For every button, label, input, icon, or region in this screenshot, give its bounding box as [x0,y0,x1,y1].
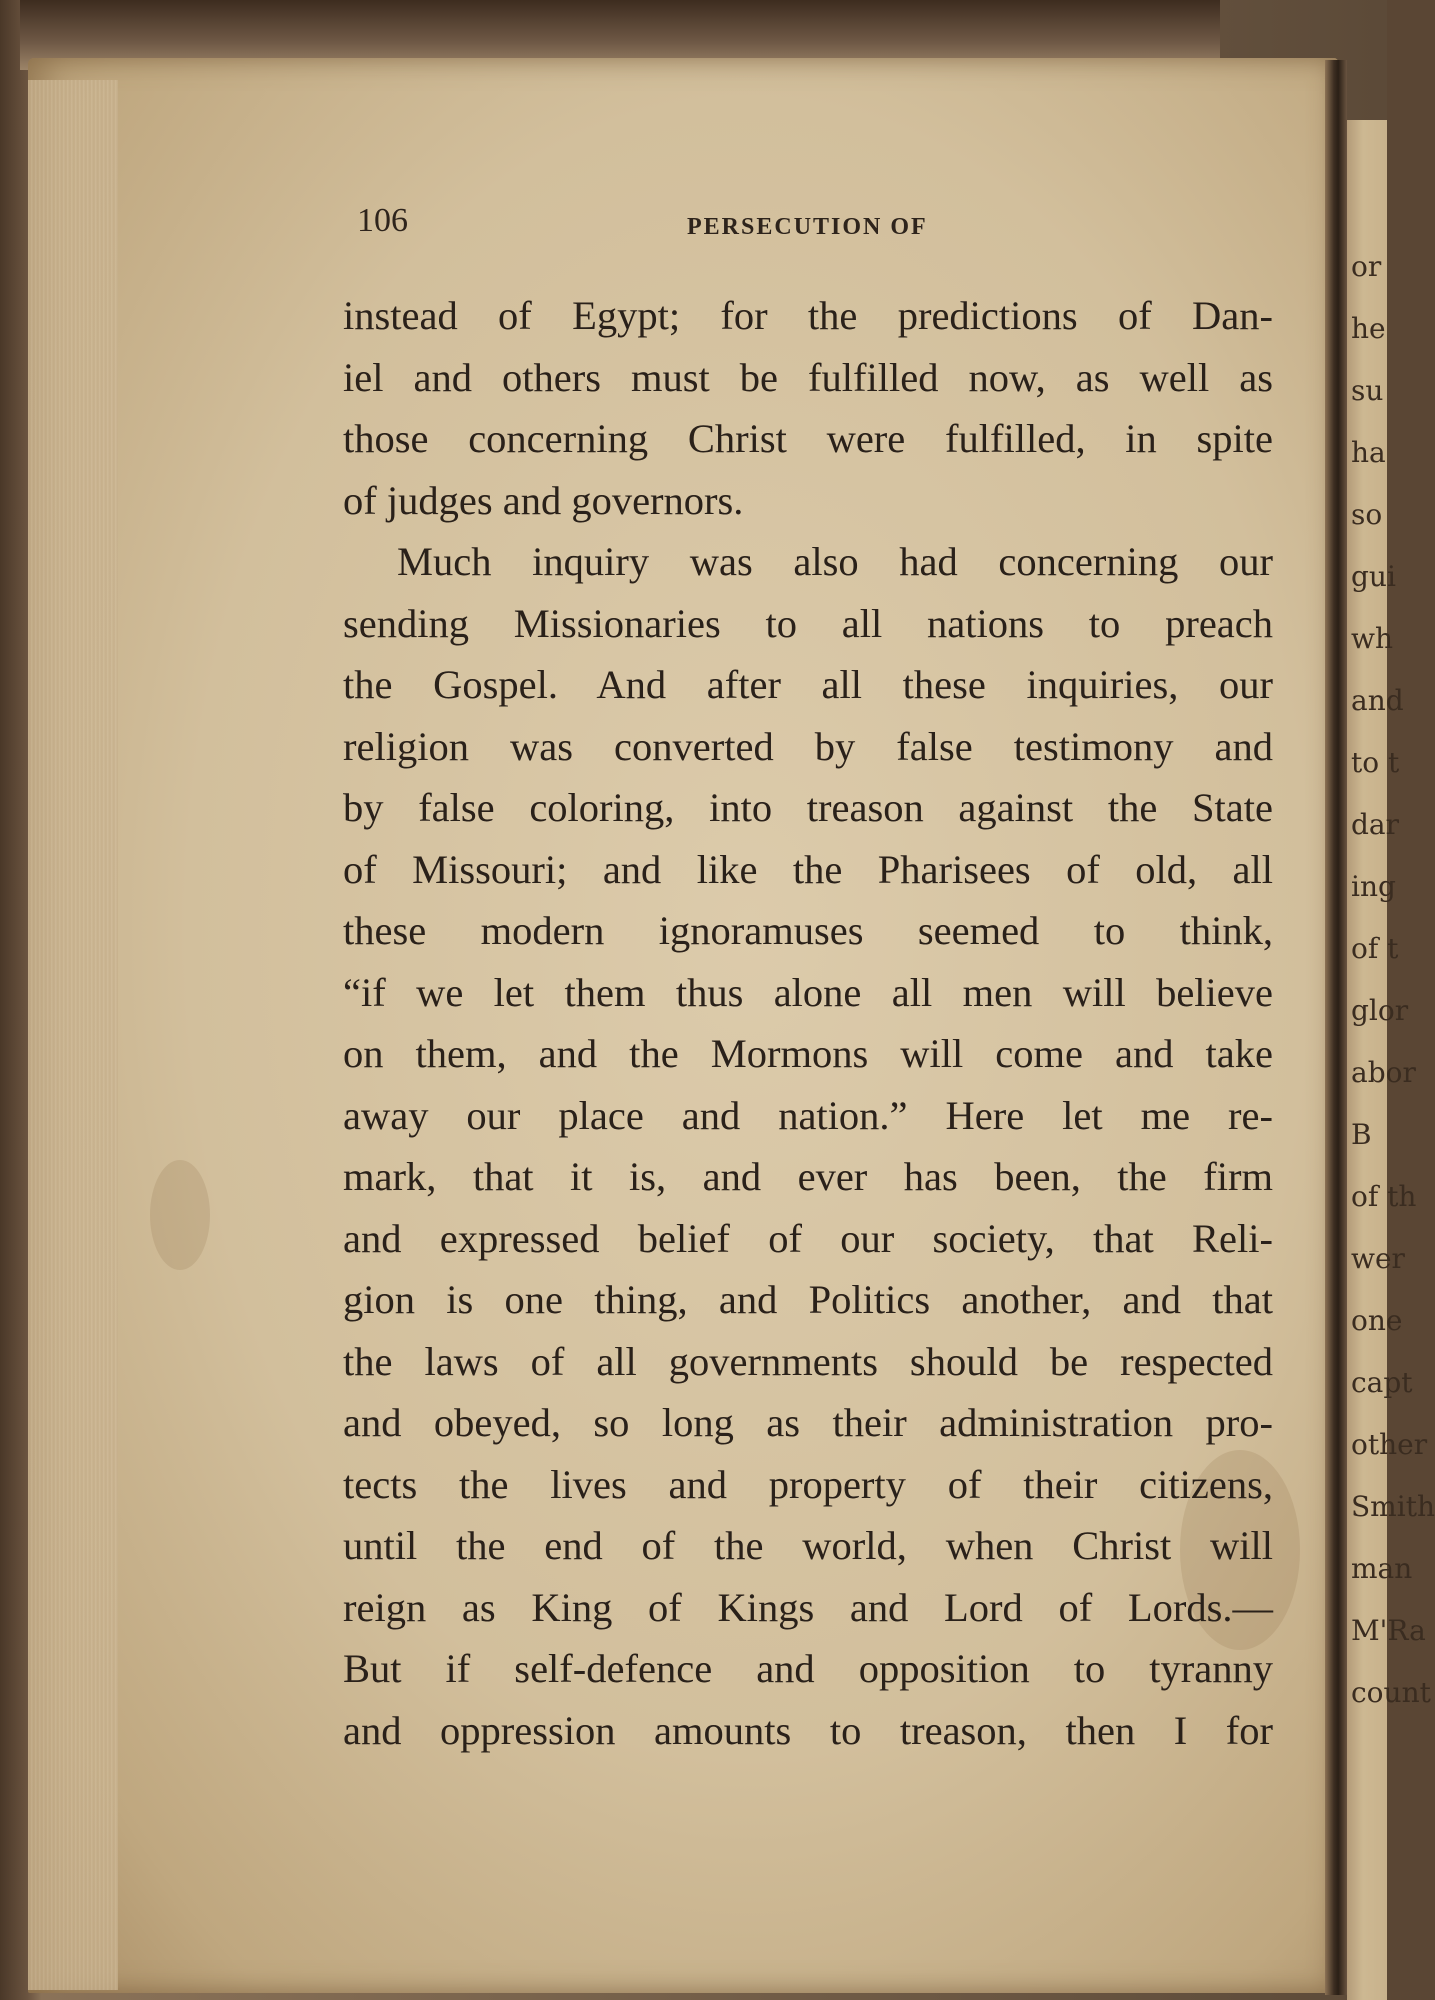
text-line: and expressed belief of our society, that Reli- [343,1215,1273,1261]
text-line: mark, that it is, and ever has been, the firm [343,1154,1273,1199]
facing-page-word: dar [1351,808,1400,841]
text-line: these modern ignoramuses seemed to think, [343,908,1273,953]
facing-page-word: gui [1351,560,1396,593]
text-line: reign as King of Kings and Lord of Lords.— [343,1584,1273,1630]
text-line: and oppression amounts to treason, then I for [343,1707,1273,1753]
facing-page-word: capt [1351,1366,1413,1399]
text-line: iel and others must be fulfilled now, as well as [343,354,1273,400]
text-line: tects the lives and property of their citizens, [343,1461,1273,1507]
facing-page-word: ing [1351,870,1396,903]
facing-page-word: su [1351,374,1384,407]
facing-page-word: one [1351,1304,1403,1337]
facing-page-word: wer [1351,1242,1405,1275]
book-gutter [1325,60,1347,1995]
facing-page-word: wh [1351,622,1393,655]
body-text [343,285,1273,1761]
facing-page-fragment [1347,120,1435,2000]
text-line: by false coloring, into treason against the State [343,785,1273,830]
facing-page-word: of th [1351,1180,1417,1213]
text-line: gion is one thing, and Politics another, and that [343,1277,1273,1322]
page-number: 106 [357,202,408,239]
text-line: “if we let them thus alone all men will believe [343,969,1273,1015]
text-line: religion was converted by false testimony and [343,723,1273,769]
text-line: But if self-defence and opposition to tyranny [343,1646,1273,1691]
text-line: the Gospel. And after all these inquiries, our [343,662,1273,707]
text-line: Much inquiry was also had concerning our [397,539,1273,584]
facing-page-word: abor [1351,1056,1416,1089]
facing-page-word: or [1351,250,1382,283]
text-line: instead of Egypt; for the predictions of Dan- [343,293,1273,338]
text-line: sending Missionaries to all nations to preach [343,600,1273,646]
facing-page-word: other [1351,1428,1428,1461]
text-line: and obeyed, so long as their administration pro- [343,1400,1273,1445]
running-head: PERSECUTION OF [687,214,928,240]
page-stain [150,1160,210,1270]
facing-page-word: he [1351,312,1386,345]
facing-page-word: and [1351,684,1404,717]
text-line: until the end of the world, when Christ will [343,1523,1273,1568]
facing-page-word: Smith [1351,1490,1435,1523]
facing-page-word: to t [1351,746,1400,779]
text-line: of Missouri; and like the Pharisees of old, all [343,846,1273,892]
text-line: away our place and nation.” Here let me re- [343,1092,1273,1138]
text-line: those concerning Christ were fulfilled, in spite [343,416,1273,461]
facing-page-word: B [1351,1118,1372,1151]
facing-page-word: man [1351,1552,1413,1585]
page-stack-edge [28,80,118,1990]
text-line: the laws of all governments should be respected [343,1338,1273,1384]
page-header [357,202,957,246]
facing-page-word: of t [1351,932,1399,965]
text-line: on them, and the Mormons will come and take [343,1031,1273,1076]
facing-page-word: so [1351,498,1383,531]
facing-page-word: M'Ra [1351,1614,1426,1647]
text-line: of judges and governors. [343,477,744,523]
facing-page-word: glor [1351,994,1409,1027]
facing-page-word: count [1351,1676,1431,1709]
facing-page-word: ha [1351,436,1386,469]
